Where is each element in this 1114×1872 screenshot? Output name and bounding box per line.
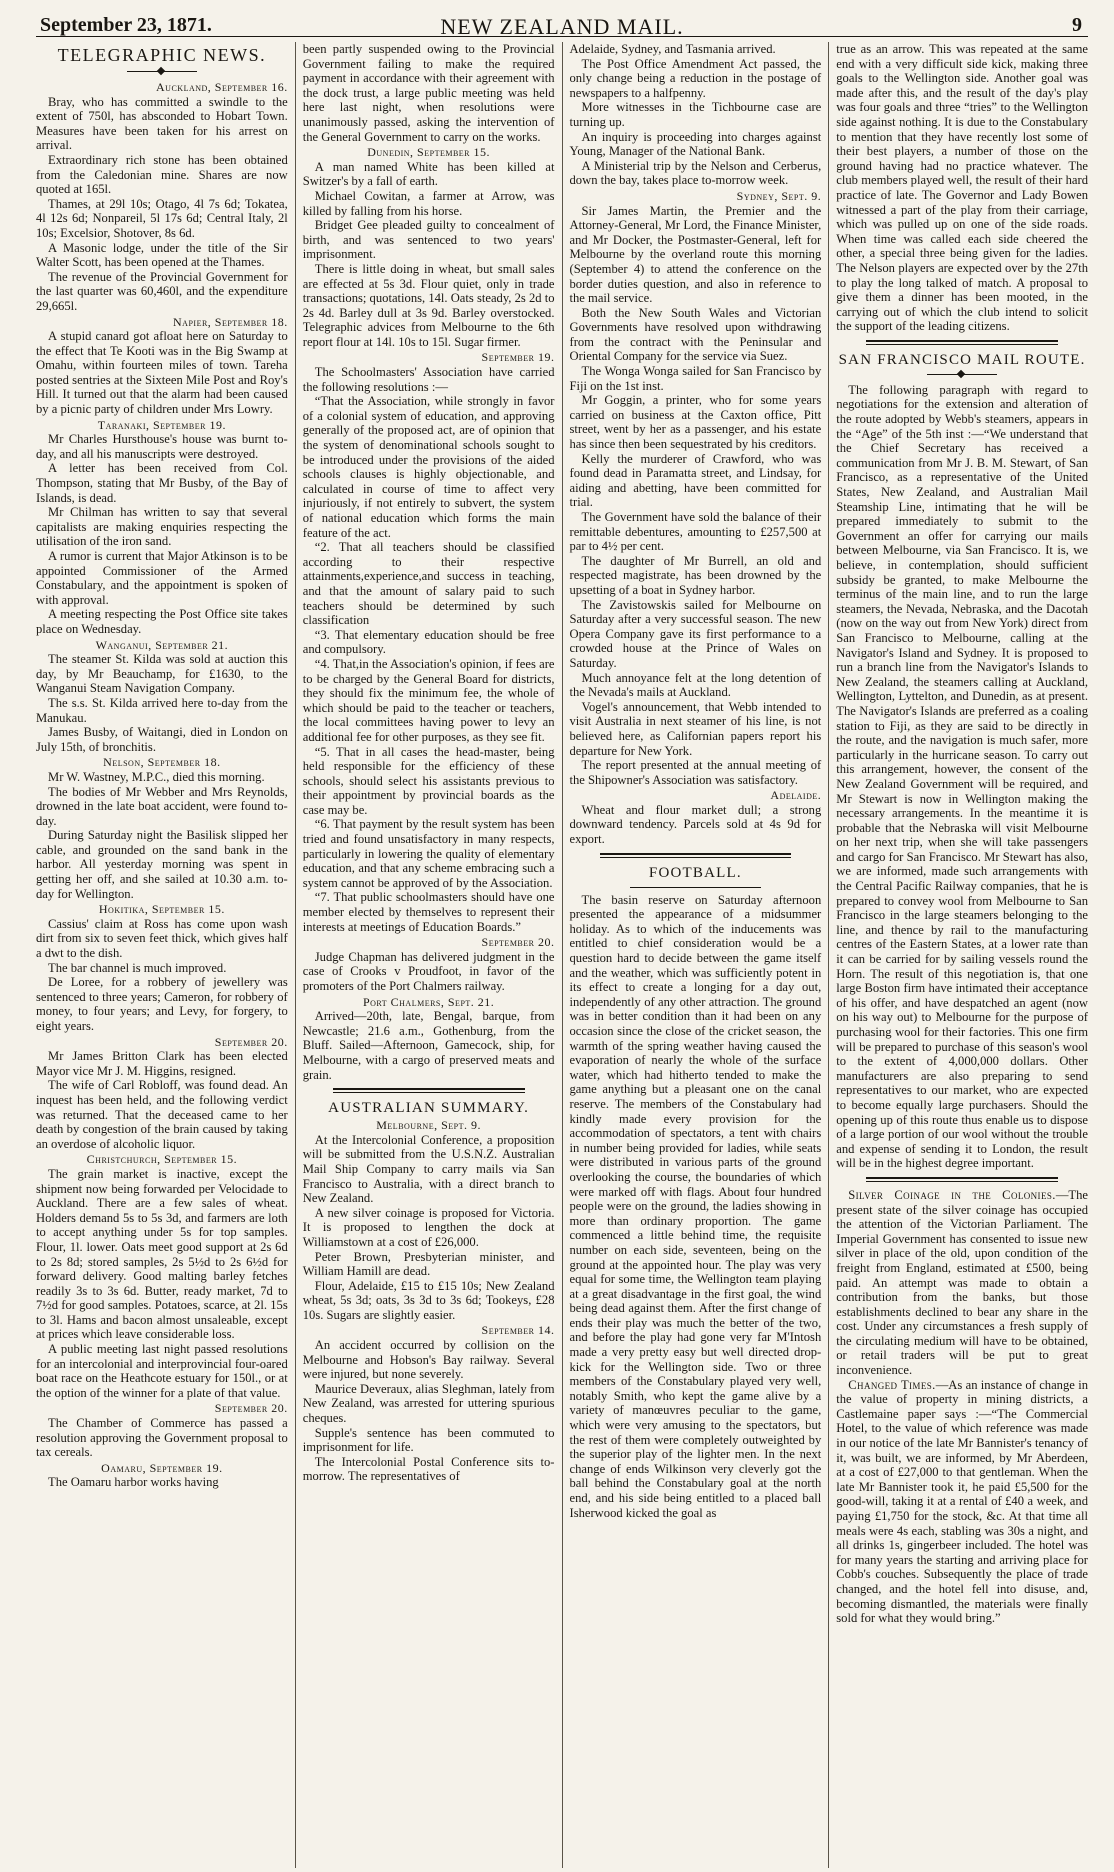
- article-paragraph: “2. That all teachers should be classified according to their respective attainments,experience,and success in teaching, and that the amount of salary paid to such teachers should be determined by such classification: [302, 540, 555, 628]
- article-paragraph: Judge Chapman has delivered judgment in the case of Crooks v Proudfoot, in favor of the promoters of the Port Chalmers railway.: [302, 949, 555, 993]
- article-paragraph: During Saturday night the Basilisk slipped her cable, and grounded on the sand bank in the harbor. All yesterday morning was spent in getting her off, and she sailed at 10.30 a.m. to-day for Wellington.: [36, 828, 288, 901]
- section-heading-san-francisco-mail-route: SAN FRANCISCO MAIL ROUTE.: [838, 351, 1086, 368]
- newspaper-title: NEW ZEALAND MAIL.: [440, 14, 684, 39]
- article-paragraph: At the Intercolonial Conference, a proposition will be submitted from the U.S.N.Z. Australian Mail Ship Company to carry mails via San Francisco to Australia, with a direct branch to New Zealand.: [302, 1132, 555, 1206]
- dateline: Adelaide.: [770, 788, 822, 803]
- article-paragraph: More witnesses in the Tichbourne case are turning up.: [569, 100, 822, 129]
- dateline: Port Chalmers, Sept. 21.: [362, 994, 495, 1009]
- article-paragraph: “7. That public schoolmasters should have one member elected by themselves to represent their interests at meetings of Education Boards.”: [302, 890, 555, 934]
- article-paragraph: A new silver coinage is proposed for Victoria. It is proposed to lengthen the dock at Williamstown at a cost of £26,000.: [302, 1205, 555, 1249]
- dateline: Christchurch, September 15.: [86, 1152, 238, 1167]
- article-paragraph: Adelaide, Sydney, and Tasmania arrived.: [569, 42, 776, 56]
- masthead: [36, 8, 1088, 37]
- article-paragraph: Kelly the murderer of Crawford, who was found dead in Paramatta street, and Lindsay, for aiding and abetting, have been committed for trial.: [569, 451, 822, 510]
- dateline: Melbourne, Sept. 9.: [376, 1118, 481, 1133]
- article-paragraph: Michael Cowitan, a farmer at Arrow, was killed by falling from his horse.: [302, 188, 555, 218]
- dateline: Napier, September 18.: [173, 314, 288, 329]
- columns: [36, 42, 1088, 1868]
- section-heading-football: FOOTBALL.: [648, 864, 742, 881]
- article-paragraph: Much annoyance felt at the long detention of the Nevada's mails at Auckland.: [569, 670, 822, 700]
- article-paragraph: Flour, Adelaide, £15 to £15 10s; New Zealand wheat, 5s 3d; oats, 3s 3d to 3s 6d; Tookeys, £28 10s. Sugars are slightly easier.: [302, 1278, 555, 1322]
- article-paragraph: “3. That elementary education should be free and compulsory.: [302, 627, 555, 657]
- section-rule: [333, 1088, 525, 1093]
- article-paragraph: A letter has been received from Col. Thompson, stating that Mr Busby, of the Bay of Islands, is dead.: [36, 461, 288, 505]
- article-paragraph: The s.s. St. Kilda arrived here to-day from the Manukau.: [36, 695, 288, 725]
- article-paragraph: The daughter of Mr Burrell, an old and respected magistrate, has been drowned by the upsetting of a boat in Sydney harbor.: [569, 553, 822, 597]
- article-paragraph: Peter Brown, Presbyterian minister, and William Hamill are dead.: [302, 1249, 555, 1279]
- section-rule: [866, 340, 1058, 345]
- article-paragraph: The Oamaru harbor works having: [48, 1475, 219, 1490]
- article-paragraph: The Zavistowskis sailed for Melbourne on Saturday after a very successful season. The new Opera Company gave its first performance to a crowded house at the Prince of Wales on Saturday.: [569, 597, 822, 670]
- article-paragraph: The revenue of the Provincial Government for the last quarter was 60,460l, and the expenditure 29,665l.: [36, 269, 288, 313]
- article-paragraph: true as an arrow. This was repeated at the same end with a very difficult side kick, making three goals to the Wellington side. Another goal was made after this, and the result of the day's play was four goals and three “tries” to the Wellington side against nothing. It is due to the Constabulary to mention that they have recently lost some of their best players, a number of those on the ground having had no practice whatever. The club members played well, the result of their hard practice of late. The Governor and Lady Bowen witnessed a part of the play from their carriage, which was pulled up on one of the side roads. When time was called each side cheered the other, a special three being given for the ladies. The Nelson players are expected over by the 27th to play the long talked of match. A proposal to give them a dinner has been mooted, in the carrying out of which the club intend to solicit the support of the leading citizens.: [836, 42, 1088, 334]
- article-paragraph: An inquiry is proceeding into charges against Young, Manager of the National Bank.: [569, 129, 822, 159]
- article-paragraph: Thames, at 29l 10s; Otago, 4l 7s 6d; Tokatea, 4l 12s 6d; Nonpareil, 5l 17s 6d; Central Italy, 2l 10s; Excelsior, Shotover, 8s 6d.: [36, 196, 288, 240]
- article-paragraph: A Ministerial trip by the Nelson and Cerberus, down the bay, takes place to-morrow week.: [569, 158, 822, 188]
- article-paragraph: The basin reserve on Saturday afternoon presented the appearance of a midsummer holiday. As to which of the inducements was entitled to chief consideration would be a question hard to decide between the game itself and the weather, which was sufficiently potent in its effect to create a longing for a day out, independently of any other attraction. The ground was in better condition than it had been on any occasion since the close of the cricket season, the warmth of the spring weather having caused the evaporation of nearly the whole of the surface water, which had hitherto tended to make the game anything but a pleasant one on the canal reserve. The members of the Constabulary had kindly made every provision for the accommodation of spectators, a tent with chairs in number being provided for ladies, while seats were distributed in various parts of the ground overlooking the course, the boundaries of which were marked off with flags. About four hundred people were on the ground, the ladies showing in more than ordinary proportion. The game commenced a little behind time, the requisite number on each side, seventeen, being on the ground at the appointed hour. The play was very equal for some time, the Wellington team playing at a great disadvantage in the first goal, the wind being dead against them. After the first change of ends their play was much the better of the two, and before the play had gone very far M'Intosh made a very pretty easy but well directed drop-kick for the Wellington side. Two or three members of the Constabulary played very well, notably Smith, who kept the game alive by a variety of manœuvres peculiar to the game, which were very amusing to the spectators, but the rest of them were completely outweighted by the superior play of the lighter men. In the next change of ends Wilkinson very cleverly got the ball behind the Constabulary goal at the north end, and his side being entitled to a placed ball Isherwood kicked the goal as: [569, 892, 822, 1520]
- article-paragraph: The Post Office Amendment Act passed, the only change being a reduction in the postage of newspapers to a halfpenny.: [569, 56, 822, 100]
- article-paragraph: A Masonic lodge, under the title of the Sir Walter Scott, has been opened at the Thames.: [36, 240, 288, 270]
- article-paragraph: The following paragraph with regard to negotiations for the extension and alteration of the route adopted by Webb's steamers, appears in the “Age” of the 5th inst :—“We understand that the Chief Secretary has received a communication from Mr J. B. M. Stewart, of San Francisco, as a representative of the United States, New Zealand, and Australian Mail Steamship Line, intimating that he will be prepared immediately to submit to the Government an offer for carrying our mails between Melbourne, via San Francisco. It is, we believe, in contemplation, should sufficient subsidy be granted, to make Melbourne the terminus of the main line, and to run the large steamers, the Nevada, Nebraska, and the Dacotah (now on the way out from New York) direct from San Francisco to Melbourne, calling at the Navigator's Island and Sydney. It is proposed to run a branch line from the Navigator's Islands to New Zealand, the steamers calling at Auckland, Wellington, Lyttelton, and Dunedin, as at present. The Navigator's Islands are preferred as a coaling station to Fiji, as they are said to be directly in the route, and the navigation is much safer, more particularly in the hurricane season. To carry out this arrangement, however, the consent of the New Zealand Government will be required, and Mr Stewart is now in Wellington making the necessary arrangements. In the meantime it is probable that the Nebraska will visit Melbourne on her next trip, when she will take passengers and cargo for San Francisco. Mr Stewart has also, we are informed, made such arrangements with the Central Pacific Railway companies, that he is prepared to convey wool from Melbourne to San Francisco in the large steamers belonging to the line, and thence by rail to the manufacturing centres of the Eastern States, at a lower rate than it can be carried for by sailing vessels round the Horn. The result of this negotiation is, that one large Boston firm have intimated their acceptance of his offer, and have despatched an agent (now on his way out) to Melbourne for the purpose of purchasing wool for their factories. This one firm will be prepared to purchase of this season's wool to the extent of 4,000,000 dollars. Other manufacturers are also preparing to send representatives to our market, who are expected to become equally large purchasers. Should the opening up of this route thus enable us to dispose of a large portion of our wool without the trouble and expense of sending it to London, the result will be in the highest degree important.: [836, 382, 1088, 1171]
- article-paragraph: Mr W. Wastney, M.P.C., died this morning.: [48, 769, 265, 784]
- article-paragraph: A public meeting last night passed resolutions for an intercolonial and interprovincial four-oared boat race on the Heathcote estuary for 150l., or at the option of the winner for a plate of that value.: [36, 1342, 288, 1400]
- dateline: Oamaru, September 19.: [101, 1460, 223, 1475]
- article-paragraph: “4. That,in the Association's opinion, if fees are to be charged by the General Board for districts, they should fix the minimum fee, the whole of which should be paid to the teacher or teachers, the local committees having power to levy an additional fee for other purposes, as they see fit.: [302, 656, 555, 744]
- article-paragraph: Maurice Deveraux, alias Sleghman, lately from New Zealand, was arrested for uttering spurious cheques.: [302, 1381, 555, 1426]
- dateline: Dunedin, September 15.: [367, 145, 491, 160]
- article-paragraph: A man named White has been killed at Switzer's by a fall of earth.: [302, 159, 555, 189]
- article-paragraph: A stupid canard got afloat here on Saturday to the effect that Te Kooti was in the Big Swamp at Omahu, within fourteen miles of town. Tareha posted sentries at the Sixteen Mile Post and Roy's Hill. It turned out that the alarm had been caused by a picnic party of children under Mrs Lowry.: [36, 329, 288, 417]
- article-paragraph: The steamer St. Kilda was sold at auction this day, by Mr Beauchamp, for £1630, to the Wanganui Steam Navigation Company.: [36, 652, 288, 696]
- article-paragraph: Mr Charles Hursthouse's house was burnt to-day, and all his manuscripts were destroyed.: [36, 432, 288, 461]
- article-paragraph: Mr James Britton Clark has been elected Mayor vice Mr J. M. Higgins, resigned.: [36, 1049, 288, 1078]
- article-paragraph: [836, 1378, 1088, 1626]
- column-1: [36, 42, 295, 1868]
- article-paragraph: Sir James Martin, the Premier and the Attorney-General, Mr Lord, the Finance Minister, and Mr Docker, the Postmaster-General, left for Melbourne by the overland route this morning (September 4) to attend the conference on the border duties question, and also in reference to the mail service.: [569, 203, 822, 306]
- article-paragraph: The bodies of Mr Webber and Mrs Reynolds, drowned in the late boat accident, were found to-day.: [36, 784, 288, 828]
- article-paragraph: The report presented at the annual meeting of the Shipowner's Association was satisfactory.: [569, 758, 822, 787]
- article-paragraph: Extraordinary rich stone has been obtained from the Caledonian mine. Shares are now quoted at 165l.: [36, 152, 288, 197]
- article-paragraph: The grain market is inactive, except the shipment now being forwarded per Velocidade to Auckland. There are a few sales of wheat. Holders demand 5s to 5s 3d, and farmers are loth to accept anything under 5s for top samples. Flour, 1l. lower. Oats meet good support at 2s 6d to 2s 8d; stored samples, 2s 5½d to 2s 6½d for forward delivery. Good malting barley fetches readily 3s to 3s 6d. Butter, ready market, 7d to 7½d for good samples. Potatoes, scarce, at 2l. 15s to 3l. Hams and bacon almost unsaleable, except at prices which leave considerable loss.: [36, 1166, 288, 1342]
- section-heading-australian-summary: AUSTRALIAN SUMMARY.: [328, 1100, 530, 1117]
- paragraph-body: —The present state of the silver coinage has occupied the attention of the Victorian Parliament. The Imperial Government has consented to issue new silver in place of the old, upon condition of the freight from England, estimated at £500, being paid. An attempt was made to obtain a contribution from the banks, but those establishments declined to bear any share in the cost. Under any circumstances a fresh supply of the circulating medium will have to be obtained, or retail traders will be put to great inconvenience.: [836, 1187, 1088, 1378]
- article-paragraph: The Schoolmasters' Association have carried the following resolutions :—: [302, 365, 555, 394]
- section-heading-telegraphic-news: TELEGRAPHIC NEWS.: [57, 45, 267, 65]
- column-4: [828, 42, 1088, 1868]
- article-paragraph: A meeting respecting the Post Office site takes place on Wednesday.: [36, 607, 288, 636]
- paragraph-title: Silver Coinage in the Colonies.: [848, 1187, 1056, 1202]
- dateline: September 20.: [481, 935, 555, 950]
- article-paragraph: Mr Goggin, a printer, who for some years carried on business at the Caxton office, Pitt street, went by her as a passenger, and his estate has since then been sequestrated by his creditors.: [569, 393, 822, 452]
- ornament-divider: [927, 370, 997, 380]
- dateline: Nelson, September 18.: [103, 755, 221, 770]
- section-rule: [866, 1177, 1058, 1182]
- article-paragraph: Both the New South Wales and Victorian Governments have resolved upon withdrawing from the contract with the Peninsular and Oriental Company for the service via Suez.: [569, 305, 822, 364]
- section-rule: [600, 853, 792, 858]
- dateline: September 20.: [214, 1034, 288, 1049]
- column-2: [295, 42, 562, 1868]
- dateline: Auckland, September 16.: [156, 80, 288, 94]
- article-paragraph: [836, 1188, 1088, 1378]
- issue-date: September 23, 1871.: [40, 14, 212, 36]
- article-paragraph: The Government have sold the balance of their remittable debentures, amounting to £257,500 at par to 4½ per cent.: [569, 510, 822, 554]
- article-paragraph: Cassius' claim at Ross has come upon wash dirt from six to seven feet thick, which gives half a dwt to the dish.: [36, 916, 288, 961]
- article-paragraph: Bridget Gee pleaded guilty to concealment of birth, and was sentenced to two years' imprisonment.: [302, 218, 555, 262]
- page-number: 9: [1072, 14, 1082, 36]
- article-paragraph: The Wonga Wonga sailed for San Francisco by Fiji on the 1st inst.: [569, 364, 822, 393]
- article-paragraph: Bray, who has committed a swindle to the extent of 750l, has absconded to Hobart Town. Measures have been taken for his arrest on arrival.: [36, 94, 288, 153]
- dateline: September 20.: [214, 1401, 288, 1416]
- article-paragraph: Arrived—20th, late, Bengal, barque, from Newcastle; 21.6 a.m., Gothenburg, from the Bluff. Sailed—Afternoon, Gamecock, ship, for Melbourne, with a cargo of preserved meats and grain.: [302, 1009, 555, 1082]
- article-paragraph: A rumor is current that Major Atkinson is to be appointed Commissioner of the Armed Constabulary, and the appointment is spoken of with approval.: [36, 549, 288, 607]
- heading-underline: [630, 887, 762, 888]
- article-paragraph: “That the Association, while strongly in favor of a colonial system of education, and approving generally of the proposed act, are of opinion that the system of denominational schools sought to be introduced under the provisions of the aided schools clauses is highly objectionable, and calculated in course of time to affect very injuriously, if not entirely to subvert, the system of national education which forms the main feature of the act.: [302, 394, 555, 540]
- dateline: Taranaki, September 19.: [97, 417, 226, 432]
- article-paragraph: Wheat and flour market dull; a strong downward tendency. Parcels sold at 4s 9d for export.: [569, 802, 822, 847]
- dateline: Sydney, Sept. 9.: [736, 188, 822, 203]
- article-paragraph: There is little doing in wheat, but small sales are effected at 5s 3d. Flour quiet, only in trade transactions; quotations, 14l. Oats steady, 2s 2d to 2s 4d. Barley dull at 3s 9d. Barley overstocked. Telegraphic advices from Melbourne to the 6th report flour at 14l. 10s to 15l. Sugar firmer.: [302, 261, 555, 349]
- article-paragraph: Supple's sentence has been commuted to imprisonment for life.: [302, 1425, 555, 1455]
- dateline: September 14.: [481, 1323, 555, 1338]
- column-3: [562, 42, 829, 1868]
- article-paragraph: been partly suspended owing to the Provincial Government failing to make the required payment in accordance with their agreement with the dock trust, a large public meeting was held here last night, when resolutions were unanimously passed, asking the intervention of the General Government to carry on the works.: [302, 42, 555, 144]
- article-paragraph: Mr Chilman has written to say that several capitalists are making enquiries respecting the utilisation of the iron sand.: [36, 505, 288, 549]
- article-paragraph: The bar channel is much improved.: [48, 960, 227, 975]
- article-paragraph: The Intercolonial Postal Conference sits to-morrow. The representatives of: [302, 1454, 555, 1484]
- dateline: Hokitika, September 15.: [98, 902, 225, 917]
- article-paragraph: The Chamber of Commerce has passed a resolution approving the Government proposal to tax cereals.: [36, 1416, 288, 1460]
- article-paragraph: James Busby, of Waitangi, died in London on July 15th, of bronchitis.: [36, 725, 288, 754]
- paragraph-body: —As an instance of change in the value of property in mining districts, a Castlemaine paper says :—“The Commercial Hotel, to the value of which reference was made in our notice of the late Mr Bannister's tenancy of it, was built, we are informed, by Mr Aberdeen, at a cost of £27,000 to that gentleman. When the late Mr Bannister took it, he paid £5,500 for the good-will, taking it at a rental of £40 a week, and paying £1,750 for the stock, &c. At that time all meals were 4s each, stabling was 30s a night, and all drinks 1s, gingerbeer included. The hotel was for many years the starting and arriving place for Cobb's couches. Subsequently the place of trade changed, and the hotel fell into disuse, and, becoming dismantled, the materials were finally sold for what they would bring.”: [836, 1377, 1088, 1626]
- article-paragraph: “6. That payment by the result system has been tried and found unsatisfactory in many respects, particularly in lowering the quality of elementary education, and that any scheme embracing such a system cannot be approved of by the Association.: [302, 817, 555, 890]
- article-paragraph: De Loree, for a robbery of jewellery was sentenced to three years; Cameron, for robbery of money, to four years; and Levy, for forgery, to eight years.: [36, 975, 288, 1033]
- article-paragraph: An accident occurred by collision on the Melbourne and Hobson's Bay railway. Several were injured, but none severely.: [302, 1338, 555, 1382]
- article-paragraph: “5. That in all cases the head-master, being held responsible for the efficiency of these schools, should select his assistants previous to their appointment by provincial boards as the case may be.: [302, 744, 555, 817]
- article-paragraph: Vogel's announcement, that Webb intended to visit Australia in next steamer of his line, is not believed here, as Californian papers report his departure for New York.: [569, 699, 822, 758]
- ornament-divider: [127, 67, 197, 77]
- dateline: Wanganui, September 21.: [95, 637, 229, 652]
- paragraph-title: Changed Times.: [848, 1377, 936, 1392]
- article-paragraph: The wife of Carl Robloff, was found dead. An inquest has been held, and the following verdict was returned. That the deceased came to her death by congestion of the brain caused by taking an overdose of alcoholic liquor.: [36, 1078, 288, 1151]
- dateline: September 19.: [481, 350, 555, 365]
